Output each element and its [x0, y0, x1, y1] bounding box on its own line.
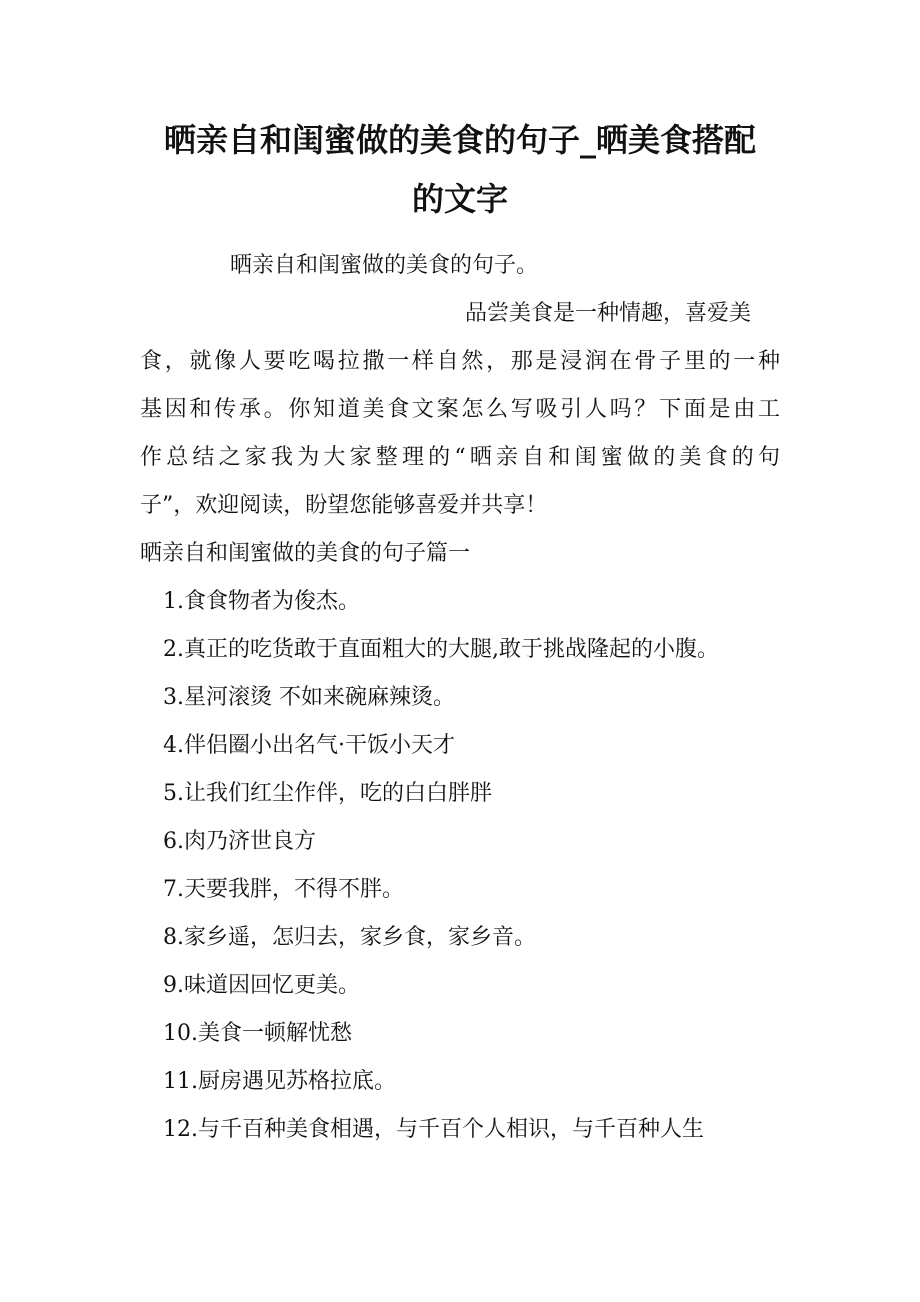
- list-item: 2.真正的吃货敢于直面粗大的大腿,敢于挑战隆起的小腹。: [163, 637, 719, 662]
- intro-subtitle: 晒亲自和闺蜜做的美食的句子。: [230, 253, 539, 278]
- intro-paragraph-line-3: 基因和传承。你知道美食文案怎么写吸引人吗？下面是由工: [140, 397, 780, 422]
- list-item: 5.让我们红尘作伴，吃的白白胖胖: [163, 781, 492, 806]
- list-item: 11.厨房遇见苏格拉底。: [163, 1069, 396, 1094]
- list-item: 10.美食一顿解忧愁: [163, 1021, 352, 1046]
- intro-paragraph-line-4: 作总结之家我为大家整理的“晒亲自和闺蜜做的美食的句: [140, 445, 780, 470]
- list-item: 12.与千百种美食相遇，与千百个人相识，与千百种人生: [163, 1117, 704, 1142]
- list-item: 8.家乡遥，怎归去，家乡食，家乡音。: [163, 925, 536, 950]
- list-item: 4.伴侣圈小出名气·干饭小天才: [163, 733, 455, 758]
- section-heading: 晒亲自和闺蜜做的美食的句子篇一: [140, 541, 471, 566]
- intro-paragraph-line-1: 品尝美食是一种情趣，喜爱美: [465, 301, 752, 326]
- list-item: 9.味道因回忆更美。: [163, 973, 360, 998]
- document-title-line-2: 的文字: [411, 180, 508, 218]
- list-item: 1.食食物者为俊杰。: [163, 589, 360, 614]
- list-item: 6.肉乃济世良方: [163, 829, 316, 854]
- intro-paragraph-line-2: 食，就像人要吃喝拉撒一样自然，那是浸润在骨子里的一种: [140, 349, 780, 374]
- intro-paragraph-line-5: 子”，欢迎阅读，盼望您能够喜爱并共享！: [140, 493, 548, 518]
- document-title-line-1: 晒亲自和闺蜜做的美食的句子_晒美食搭配: [163, 121, 756, 159]
- list-item: 7.天要我胖，不得不胖。: [163, 877, 404, 902]
- list-item: 3.星河滚烫 不如来碗麻辣烫。: [163, 685, 455, 710]
